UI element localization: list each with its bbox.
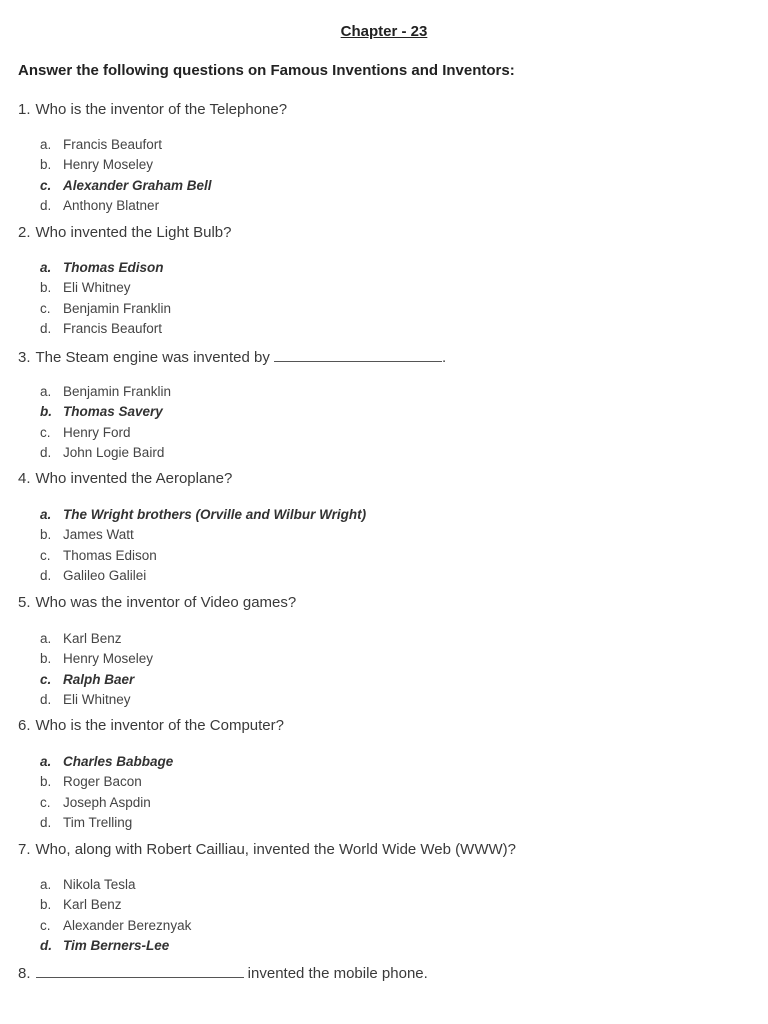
option-text: Benjamin Franklin: [63, 383, 172, 399]
option-letter: a.: [40, 383, 52, 399]
option-letter: b.: [40, 897, 52, 913]
option-text: Francis Beaufort: [63, 136, 163, 152]
question-number: 6.: [18, 717, 31, 734]
option-letter: d.: [40, 938, 52, 954]
option-letter: a.: [40, 259, 52, 275]
option-d: [40, 690, 153, 711]
option-text: Nikola Tesla: [63, 876, 136, 892]
option-letter: d.: [40, 198, 52, 214]
option-text: Benjamin Franklin: [63, 300, 172, 316]
option-a: [40, 628, 153, 649]
option-text: Tim Trelling: [63, 815, 133, 831]
option-b: [40, 525, 366, 546]
question-5: [18, 594, 296, 611]
option-a: [40, 381, 171, 402]
option-a-correct-answer: [40, 257, 171, 278]
option-a-correct-answer: [40, 751, 173, 772]
option-text: Henry Moseley: [63, 157, 154, 173]
option-letter: c.: [40, 794, 51, 810]
question-text-end: .: [442, 349, 447, 366]
option-letter: b.: [40, 404, 52, 420]
option-text: Tim Berners-Lee: [63, 938, 170, 954]
option-c: [40, 915, 191, 936]
option-b: [40, 772, 173, 793]
option-letter: c.: [40, 177, 52, 193]
option-letter: a.: [40, 876, 52, 892]
option-letter: d.: [40, 568, 52, 584]
question-2: [18, 224, 231, 241]
option-letter: b.: [40, 280, 52, 296]
question-number: 4.: [18, 470, 31, 487]
option-a: [40, 874, 191, 895]
question-number: 3.: [18, 349, 31, 366]
option-letter: b.: [40, 157, 52, 173]
question-6-options: [40, 751, 173, 833]
question-text: Who invented the Light Bulb?: [35, 224, 232, 241]
option-text: Roger Bacon: [63, 774, 142, 790]
question-3-options: [40, 381, 171, 463]
option-text: Thomas Edison: [63, 547, 157, 563]
option-letter: c.: [40, 300, 51, 316]
option-c: [40, 298, 171, 319]
question-6: [18, 717, 284, 734]
option-a: [40, 134, 212, 155]
option-a-correct-answer: [40, 504, 366, 525]
option-text: Eli Whitney: [63, 692, 131, 708]
question-text: Who invented the Aeroplane?: [35, 470, 233, 487]
question-8: [18, 963, 428, 982]
option-d-correct-answer: [40, 936, 191, 957]
option-b: [40, 278, 171, 299]
option-letter: b.: [40, 651, 52, 667]
option-text: Alexander Graham Bell: [63, 177, 212, 193]
question-number: 8.: [18, 965, 31, 982]
instructions-heading: Answer the following questions on Famous Inventions and Inventors:: [18, 62, 515, 79]
option-letter: b.: [40, 527, 52, 543]
option-letter: c.: [40, 547, 51, 563]
option-letter: d.: [40, 692, 52, 708]
option-d: [40, 319, 171, 340]
option-letter: d.: [40, 445, 52, 461]
option-c-correct-answer: [40, 669, 153, 690]
option-text: Charles Babbage: [63, 753, 174, 769]
option-b: [40, 649, 153, 670]
option-letter: a.: [40, 506, 52, 522]
question-4: [18, 470, 232, 487]
option-letter: a.: [40, 136, 52, 152]
option-c: [40, 422, 171, 443]
option-d: [40, 813, 173, 834]
question-4-options: [40, 504, 366, 586]
question-1-options: [40, 134, 212, 216]
option-d: [40, 196, 212, 217]
option-d: [40, 443, 171, 464]
question-1: [18, 101, 287, 118]
option-b: [40, 155, 212, 176]
question-text: Who is the inventor of the Telephone?: [35, 101, 288, 118]
question-7-options: [40, 874, 191, 956]
option-c: [40, 545, 366, 566]
option-letter: a.: [40, 753, 52, 769]
option-text: Henry Ford: [63, 424, 131, 440]
option-text: Galileo Galilei: [63, 568, 147, 584]
option-text: James Watt: [63, 527, 134, 543]
question-3: [18, 347, 446, 366]
answer-blank: [36, 963, 244, 978]
question-text: Who was the inventor of Video games?: [35, 594, 297, 611]
option-letter: d.: [40, 321, 52, 337]
question-text: invented the mobile phone.: [243, 965, 428, 982]
question-number: 5.: [18, 594, 31, 611]
option-text: Joseph Aspdin: [63, 794, 151, 810]
question-7: [18, 841, 516, 858]
option-d: [40, 566, 366, 587]
option-c-correct-answer: [40, 175, 212, 196]
question-text: The Steam engine was invented by: [35, 349, 274, 366]
option-c: [40, 792, 173, 813]
chapter-title: Chapter - 23: [340, 23, 428, 40]
option-text: Thomas Savery: [63, 404, 163, 420]
option-text: John Logie Baird: [63, 445, 165, 461]
option-text: Karl Benz: [63, 897, 122, 913]
option-text: Ralph Baer: [63, 671, 135, 687]
question-number: 7.: [18, 841, 31, 858]
option-text: Francis Beaufort: [63, 321, 163, 337]
option-text: Alexander Bereznyak: [63, 917, 192, 933]
option-text: Anthony Blatner: [63, 198, 160, 214]
option-b-correct-answer: [40, 402, 171, 423]
option-letter: a.: [40, 630, 52, 646]
question-text: Who is the inventor of the Computer?: [35, 717, 284, 734]
question-2-options: [40, 257, 171, 339]
option-text: The Wright brothers (Orville and Wilbur Wright): [63, 506, 367, 522]
option-letter: b.: [40, 774, 52, 790]
answer-blank: [274, 347, 442, 362]
option-text: Karl Benz: [63, 630, 122, 646]
option-letter: c.: [40, 424, 51, 440]
option-text: Eli Whitney: [63, 280, 131, 296]
question-number: 1.: [18, 101, 31, 118]
option-b: [40, 895, 191, 916]
question-5-options: [40, 628, 153, 710]
question-number: 2.: [18, 224, 31, 241]
option-text: Thomas Edison: [63, 259, 164, 275]
option-letter: d.: [40, 815, 52, 831]
option-letter: c.: [40, 671, 52, 687]
question-text: Who, along with Robert Cailliau, invented the World Wide Web (WWW)?: [35, 841, 516, 858]
option-text: Henry Moseley: [63, 651, 154, 667]
option-letter: c.: [40, 917, 51, 933]
